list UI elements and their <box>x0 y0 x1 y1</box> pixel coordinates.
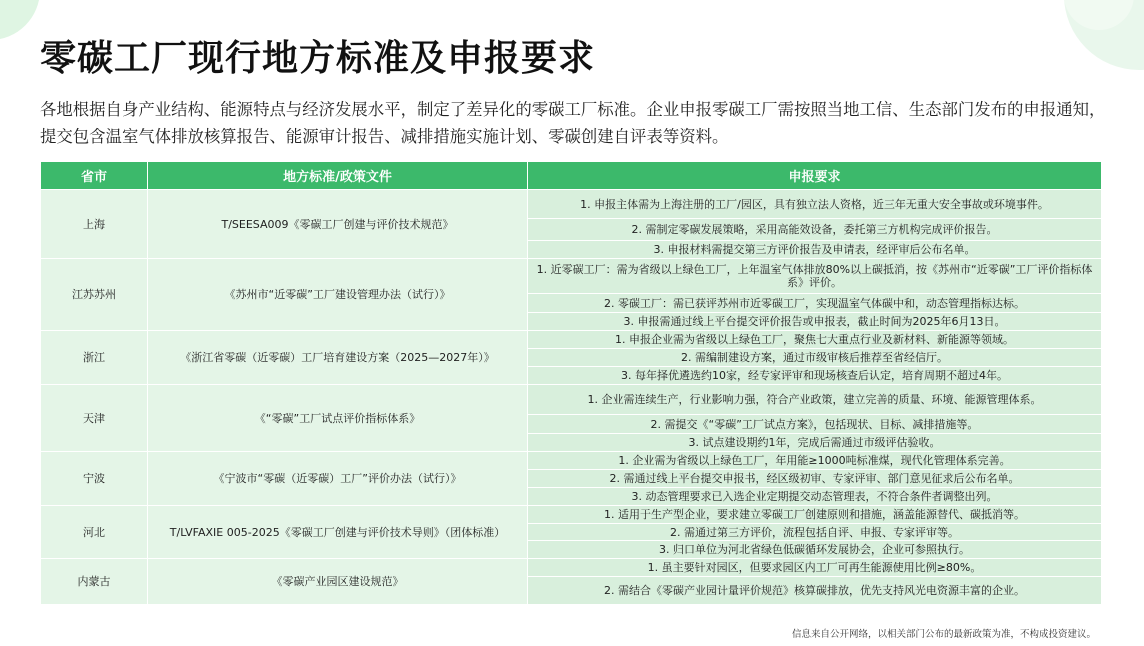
requirement-cell: 2. 需通过线上平台提交申报书，经区级初审、专家评审、部门意见征求后公布名单。 <box>528 470 1102 488</box>
table-row <box>41 559 1102 577</box>
header-province: 省市 <box>41 162 148 190</box>
header-requirements: 申报要求 <box>528 162 1102 190</box>
requirement-cell: 2. 需通过第三方评价，流程包括自评、申报、专家评审等。 <box>528 524 1102 541</box>
requirement-cell: 3. 动态管理要求已入选企业定期提交动态管理表，不符合条件者调整出列。 <box>528 488 1102 506</box>
standards-table <box>40 161 1102 605</box>
intro-paragraph: 各地根据自身产业结构、能源特点与经济发展水平，制定了差异化的零碳工厂标准。企业申报零碳工厂需按照当地工信、生态部门发布的申报通知，提交包含温室气体排放核算报告、能源审计报告、减排措施实施计划、零碳创建自评表等资料。 <box>40 100 1106 146</box>
requirement-cell: 2. 零碳工厂：需已获评苏州市近零碳工厂，实现温室气体碳中和，动态管理指标达标。 <box>528 294 1102 313</box>
table-row <box>41 385 1102 415</box>
requirement-cell: 1. 适用于生产型企业，要求建立零碳工厂创建原则和措施，涵盖能源替代、碳抵消等。 <box>528 506 1102 524</box>
requirement-cell: 2. 需制定零碳发展策略，采用高能效设备，委托第三方机构完成评价报告。 <box>528 219 1102 241</box>
requirement-cell: 2. 需结合《零碳产业园计量评价规范》核算碳排放，优先支持风光电资源丰富的企业。 <box>528 577 1102 605</box>
requirement-cell: 1. 申报主体需为上海注册的工厂/园区，具有独立法人资格，近三年无重大安全事故或环境事件。 <box>528 190 1102 219</box>
table-row <box>41 190 1102 219</box>
policy-cell: 《零碳产业园区建设规范》 <box>148 559 528 605</box>
page-title: 零碳工厂现行地方标准及申报要求 <box>40 38 596 79</box>
table-row <box>41 452 1102 470</box>
province-cell: 内蒙古 <box>41 559 148 605</box>
requirement-cell: 1. 近零碳工厂：需为省级以上绿色工厂，上年温室气体排放80%以上碳抵消，按《苏州市“近零碳”工厂评价指标体系》评价。 <box>528 259 1102 294</box>
requirement-cell: 1. 企业需连续生产，行业影响力强，符合产业政策，建立完善的质量、环境、能源管理体系。 <box>528 385 1102 415</box>
table-header-row <box>41 162 1102 190</box>
footnote: 信息来自公开网络，以相关部门公布的最新政策为准，不构成投资建议。 <box>791 629 1096 640</box>
province-cell: 天津 <box>41 385 148 452</box>
requirement-cell: 1. 申报企业需为省级以上绿色工厂，聚焦七大重点行业及新材料、新能源等领域。 <box>528 331 1102 349</box>
policy-cell: T/SEESA009《零碳工厂创建与评价技术规范》 <box>148 190 528 259</box>
province-cell: 河北 <box>41 506 148 559</box>
requirement-cell: 1. 企业需为省级以上绿色工厂，年用能≥1000吨标准煤，现代化管理体系完善。 <box>528 452 1102 470</box>
policy-cell: 《浙江省零碳（近零碳）工厂培育建设方案（2025—2027年）》 <box>148 331 528 385</box>
requirement-cell: 3. 试点建设期约1年，完成后需通过市级评估验收。 <box>528 434 1102 452</box>
requirement-cell: 1. 虽主要针对园区，但要求园区内工厂可再生能源使用比例≥80%。 <box>528 559 1102 577</box>
policy-cell: T/LVFAXIE 005-2025《零碳工厂创建与评价技术导则》（团体标准） <box>148 506 528 559</box>
requirement-cell: 2. 需提交《“零碳”工厂试点方案》，包括现状、目标、减排措施等。 <box>528 415 1102 434</box>
province-cell: 江苏苏州 <box>41 259 148 331</box>
policy-cell: 《宁波市“零碳（近零碳）工厂”评价办法（试行）》 <box>148 452 528 506</box>
policy-cell: 《“零碳”工厂试点评价指标体系》 <box>148 385 528 452</box>
province-cell: 宁波 <box>41 452 148 506</box>
province-cell: 浙江 <box>41 331 148 385</box>
province-cell: 上海 <box>41 190 148 259</box>
decorative-circle-top-left <box>0 0 40 40</box>
requirement-cell: 3. 申报材料需提交第三方评价报告及申请表，经评审后公布名单。 <box>528 241 1102 259</box>
table-row <box>41 506 1102 524</box>
table-row <box>41 259 1102 294</box>
requirement-cell: 3. 申报需通过线上平台提交评价报告或申报表，截止时间为2025年6月13日。 <box>528 313 1102 331</box>
policy-cell: 《苏州市“近零碳”工厂建设管理办法（试行）》 <box>148 259 528 331</box>
requirement-cell: 3. 归口单位为河北省绿色低碳循环发展协会，企业可参照执行。 <box>528 541 1102 559</box>
header-policy: 地方标准/政策文件 <box>148 162 528 190</box>
requirement-cell: 3. 每年择优遴选约10家，经专家评审和现场核查后认定，培育周期不超过4年。 <box>528 367 1102 385</box>
requirement-cell: 2. 需编制建设方案，通过市级审核后推荐至省经信厅。 <box>528 349 1102 367</box>
table-row <box>41 331 1102 349</box>
